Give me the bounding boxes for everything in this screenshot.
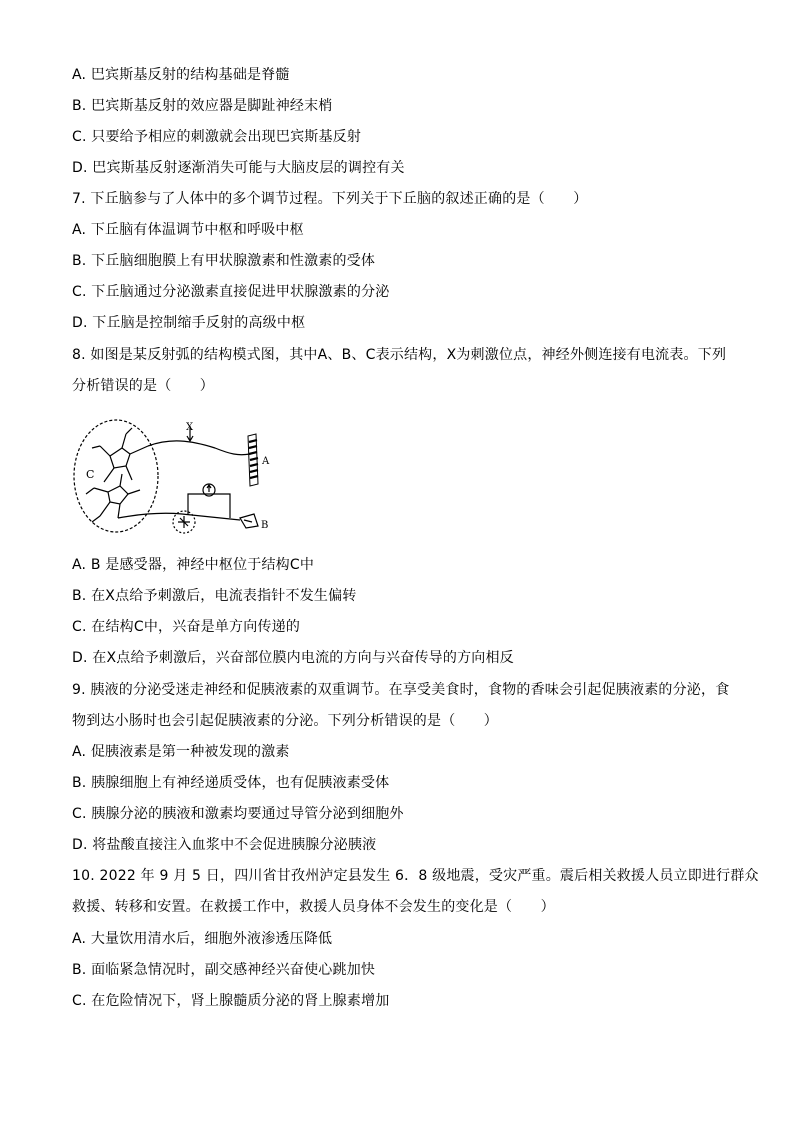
question-7-stem: 7. 下丘脑参与了人体中的多个调节过程。下列关于下丘脑的叙述正确的是（ ）: [72, 191, 588, 207]
question-10-stem-line2: 救援、转移和安置。在救援工作中，救援人员身体不会发生的变化是（ ）: [72, 899, 555, 915]
efferent-fiber: [118, 513, 240, 520]
option-8a: A. B 是感受器，神经中枢位于结构C中: [72, 557, 315, 573]
question-10-stem-line1: 10. 2022 年 9 月 5 日，四川省甘孜州泸定县发生 6．8 级地震，受灾严重。震后相关救援人员立即进行群众: [72, 868, 759, 884]
option-8d: D. 在X点给予刺激后，兴奋部位膜内电流的方向与兴奋传导的方向相反: [72, 650, 514, 666]
question-8-stem-line1: 8. 如图是某反射弧的结构模式图，其中A、B、C表示结构，X为刺激位点，神经外侧连接有电流表。下列: [72, 347, 727, 363]
option-9b: B. 胰腺细胞上有神经递质受体，也有促胰液素受体: [72, 775, 390, 791]
option-7d: D. 下丘脑是控制缩手反射的高级中枢: [72, 315, 306, 331]
option-9d: D. 将盐酸直接注入血浆中不会促进胰腺分泌胰液: [72, 837, 377, 853]
label-a: A: [262, 456, 270, 467]
question-8-stem-line2: 分析错误的是（ ）: [72, 378, 214, 394]
label-b: B: [261, 520, 269, 531]
reflex-arc-figure: [70, 418, 280, 552]
option-6a: A. 巴宾斯基反射的结构基础是脊髓: [72, 67, 290, 83]
label-x: X: [186, 422, 194, 433]
option-6c: C. 只要给予相应的刺激就会出现巴宾斯基反射: [72, 129, 362, 145]
option-9c: C. 胰腺分泌的胰液和激素均要通过导管分泌到细胞外: [72, 806, 404, 822]
option-10b: B. 面临紧急情况时，副交感神经兴奋使心跳加快: [72, 962, 376, 978]
option-6d: D. 巴宾斯基反射逐渐消失可能与大脑皮层的调控有关: [72, 160, 405, 176]
option-10c: C. 在危险情况下，肾上腺髓质分泌的肾上腺素增加: [72, 993, 390, 1009]
option-7c: C. 下丘脑通过分泌激素直接促进甲状腺激素的分泌: [72, 284, 390, 300]
lower-neuron: [108, 486, 128, 504]
option-10a: A. 大量饮用清水后，细胞外液渗透压降低: [72, 931, 333, 947]
option-7b: B. 下丘脑细胞膜上有甲状腺激素和性激素的受体: [72, 253, 376, 269]
upper-neuron: [110, 448, 130, 468]
meter-wires: [188, 494, 230, 518]
option-9a: A. 促胰液素是第一种被发现的激素: [72, 744, 290, 760]
afferent-fiber: [148, 441, 250, 455]
question-9-stem-line1: 9. 胰液的分泌受迷走神经和促胰液素的双重调节。在享受美食时，食物的香味会引起促胰液素的分泌，食: [72, 682, 730, 698]
structure-a-shape: [248, 434, 258, 486]
option-8c: C. 在结构C中，兴奋是单方向传递的: [72, 619, 301, 635]
option-8b: B. 在X点给予刺激后，电流表指针不发生偏转: [72, 588, 357, 604]
label-c: C: [86, 468, 95, 481]
option-6b: B. 巴宾斯基反射的效应器是脚趾神经末梢: [72, 98, 333, 114]
question-9-stem-line2: 物到达小肠时也会引起促胰液素的分泌。下列分析错误的是（ ）: [72, 713, 498, 729]
option-7a: A. 下丘脑有体温调节中枢和呼吸中枢: [72, 222, 304, 238]
